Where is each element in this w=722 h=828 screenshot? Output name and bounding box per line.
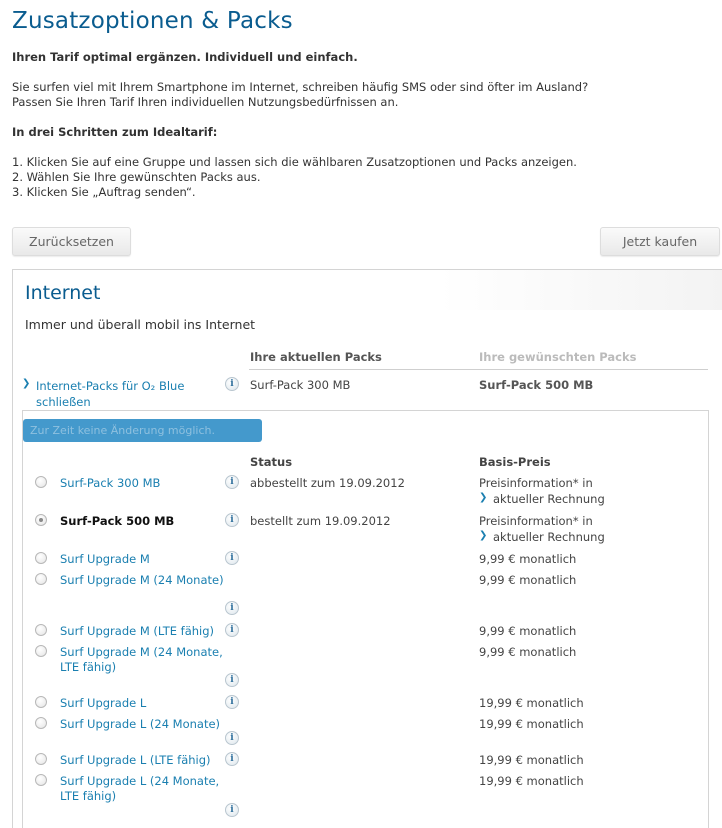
pack-price: Preisinformation* in [479,514,593,528]
pack-name[interactable]: Surf-Pack 500 MB [60,514,175,528]
invoice-link[interactable]: aktueller Rechnung [493,492,605,506]
pack-price: 9,99 € monatlich [479,624,577,638]
page-title: Zusatzoptionen & Packs [12,8,293,34]
price-header: Basis-Preis [479,455,551,469]
intro-text-2: Passen Sie Ihren Tarif Ihren individuellen Nutzungsbedürfnissen an. [12,95,399,109]
info-icon[interactable]: i [225,551,239,565]
buy-now-button[interactable]: Jetzt kaufen [600,227,720,256]
pack-price: 9,99 € monatlich [479,573,577,587]
pack-name[interactable]: Surf Upgrade L (24 Monate, LTE fähig) [60,774,220,803]
pack-price: 9,99 € monatlich [479,552,577,566]
current-pack-value: Surf-Pack 300 MB [250,378,351,392]
pack-price: Preisinformation* in [479,476,593,490]
invoice-link[interactable]: aktueller Rechnung [493,530,605,544]
desired-packs-header: Ihre gewünschten Packs [479,350,637,364]
chevron-right-icon: ❯ [479,530,488,541]
info-icon[interactable]: i [225,731,239,745]
status-banner: Zur Zeit keine Änderung möglich. [23,419,262,442]
section-subtitle: Immer und überall mobil ins Internet [25,317,256,332]
info-icon[interactable]: i [225,475,239,489]
pack-radio[interactable] [35,753,47,765]
info-icon[interactable]: i [225,803,239,817]
pack-name[interactable]: Surf Upgrade M (24 Monate, LTE fähig) [60,645,223,674]
pack-price: 19,99 € monatlich [479,717,584,731]
step-2: 2. Wählen Sie Ihre gewünschten Packs aus. [12,170,261,184]
steps-heading: In drei Schritten zum Idealtarif: [12,125,218,139]
info-icon[interactable]: i [225,623,239,637]
pack-price: 9,99 € monatlich [479,645,577,659]
pack-name[interactable]: Surf Upgrade L (24 Monate) [60,717,221,731]
pack-radio[interactable] [35,552,47,564]
info-icon[interactable]: i [225,601,239,615]
section-title: Internet [25,282,101,304]
desired-pack-value: Surf-Pack 500 MB [479,378,594,392]
info-icon[interactable]: i [225,752,239,766]
reset-button[interactable]: Zurücksetzen [12,227,131,256]
chevron-right-icon: ❯ [22,378,31,389]
info-icon[interactable]: i [225,695,239,709]
pack-name[interactable]: Surf-Pack 300 MB [60,476,161,490]
panel-header-bg [13,270,722,310]
group-toggle-link[interactable]: Internet-Packs für O₂ Blue schließen [36,379,185,409]
status-header: Status [250,455,293,469]
current-packs-header: Ihre aktuellen Packs [250,350,382,364]
pack-name[interactable]: Surf Upgrade M [60,552,150,566]
pack-radio[interactable] [35,645,47,657]
pack-name[interactable]: Surf Upgrade L [60,696,147,710]
pack-name[interactable]: Surf Upgrade M (24 Monate) [60,573,224,587]
chevron-right-icon: ❯ [479,492,488,503]
pack-name[interactable]: Surf Upgrade M (LTE fähig) [60,624,215,638]
pack-radio[interactable] [35,696,47,708]
pack-radio[interactable] [35,573,47,585]
intro-text-1: Sie surfen viel mit Ihrem Smartphone im Internet, schreiben häufig SMS oder sind öfter im Ausland? [12,80,589,94]
pack-radio[interactable] [35,514,47,526]
pack-radio[interactable] [35,476,47,488]
pack-price: 19,99 € monatlich [479,753,584,767]
pack-price: 19,99 € monatlich [479,696,584,710]
step-1: 1. Klicken Sie auf eine Gruppe und lassen sich die wählbaren Zusatzoptionen und Packs anzeigen. [12,155,577,169]
info-icon[interactable]: i [225,673,239,687]
pack-price: 19,99 € monatlich [479,774,584,788]
info-icon[interactable]: i [225,377,239,391]
pack-radio[interactable] [35,624,47,636]
page-tagline: Ihren Tarif optimal ergänzen. Individuell und einfach. [12,50,358,64]
pack-name[interactable]: Surf Upgrade L (LTE fähig) [60,753,211,767]
pack-status: abbestellt zum 19.09.2012 [250,476,405,490]
info-icon[interactable]: i [225,513,239,527]
header-divider [249,369,708,370]
pack-radio[interactable] [35,774,47,786]
pack-radio[interactable] [35,717,47,729]
step-3: 3. Klicken Sie „Auftrag senden“. [12,185,196,199]
pack-status: bestellt zum 19.09.2012 [250,514,391,528]
